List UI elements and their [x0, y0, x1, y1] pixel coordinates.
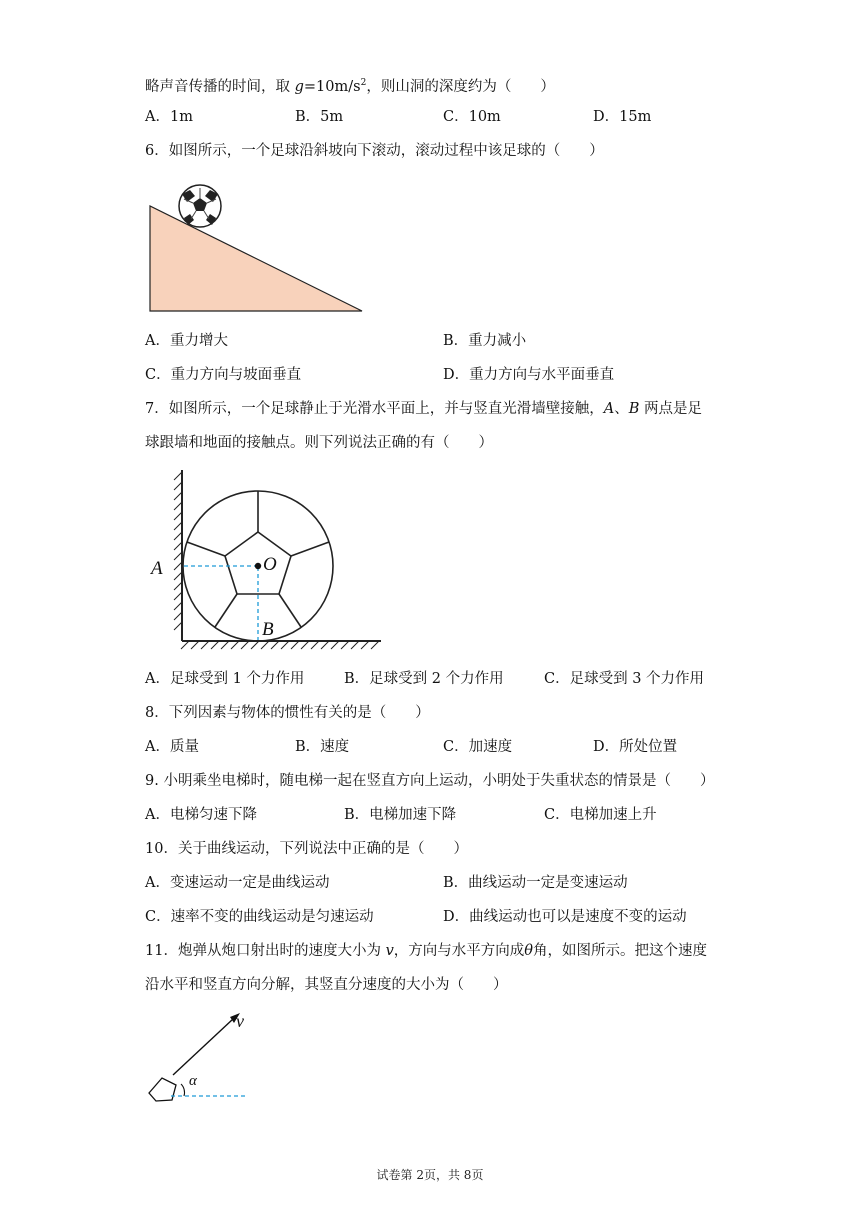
- q11-symbol-v: v: [385, 943, 394, 959]
- q9-option-a[interactable]: A．电梯匀速下降: [145, 807, 257, 823]
- soccer-ball-icon: [179, 185, 221, 227]
- q5-symbol-g: g: [294, 79, 304, 95]
- q10-option-d[interactable]: D．曲线运动也可以是速度不变的运动: [443, 909, 687, 925]
- q9-option-c[interactable]: C．电梯加速上升: [544, 807, 657, 823]
- q7-stem-text-end: 两点是足: [639, 401, 702, 417]
- q9-option-b[interactable]: B．电梯加速下降: [344, 807, 457, 823]
- cannon-muzzle-icon: [149, 1078, 176, 1101]
- q10-option-c[interactable]: C．速率不变的曲线运动是匀速运动: [145, 909, 374, 925]
- q8-option-a[interactable]: A．质量: [145, 739, 199, 755]
- q8-option-d[interactable]: D．所处位置: [593, 739, 678, 755]
- q9-stem: 9. 小明乘坐电梯时，随电梯一起在竖直方向上运动，小明处于失重状态的情景是（ ）: [145, 773, 715, 789]
- q5-stem-end: ，则山洞的深度约为（ ）: [366, 79, 555, 95]
- q6-option-d[interactable]: D．重力方向与水平面垂直: [443, 367, 615, 383]
- q10-stem: 10．关于曲线运动，下列说法中正确的是（ ）: [145, 841, 468, 857]
- q5-option-d[interactable]: D．15m: [593, 109, 652, 125]
- q7-option-b[interactable]: B．足球受到 2 个力作用: [344, 671, 504, 687]
- q8-option-c[interactable]: C．加速度: [443, 739, 513, 755]
- q5-stem-value: =10m/s: [303, 79, 361, 95]
- q7-stem-text: 7．如图所示，一个足球静止于光滑水平面上，并与竖直光滑墙壁接触，: [145, 401, 604, 417]
- q5-option-c[interactable]: C．10m: [443, 109, 501, 125]
- q6-option-b[interactable]: B．重力减小: [443, 333, 527, 349]
- q6-option-c[interactable]: C．重力方向与坡面垂直: [145, 367, 302, 383]
- q5-option-a[interactable]: A．1m: [145, 109, 193, 125]
- q7-ball-wall-figure: [145, 470, 390, 650]
- q5-stem-text: 略声音传播的时间，取: [145, 79, 295, 95]
- label-b: B: [262, 619, 274, 640]
- q5-exponent: 2: [360, 78, 367, 88]
- q7-point-b: B: [628, 401, 640, 417]
- q7-stem-line1: [145, 399, 702, 419]
- q10-option-a[interactable]: A．变速运动一定是曲线运动: [145, 875, 330, 891]
- q6-stem: 6．如图所示，一个足球沿斜坡向下滚动，滚动过程中该足球的（ ）: [145, 143, 604, 159]
- q8-stem: 8．下列因素与物体的惯性有关的是（ ）: [145, 705, 430, 721]
- label-o: O: [263, 554, 277, 575]
- ground-hatching: [181, 641, 379, 649]
- q7-option-c[interactable]: C．足球受到 3 个力作用: [544, 671, 705, 687]
- page-footer: 试卷第 2页，共 8页: [376, 1168, 484, 1182]
- wall-hatching: [174, 472, 182, 630]
- center-point: [255, 563, 261, 569]
- q7-point-a: A: [603, 401, 615, 417]
- q11-symbol-theta: θ: [524, 943, 533, 959]
- q6-option-a[interactable]: A．重力增大: [145, 333, 228, 349]
- label-alpha: α: [189, 1073, 197, 1089]
- q11-stem-line2: 沿水平和竖直方向分解，其竖直分速度的大小为（ ）: [145, 977, 508, 993]
- q7-separator: 、: [614, 401, 629, 417]
- q5-stem-tail: [145, 73, 555, 97]
- q8-option-b[interactable]: B．速度: [295, 739, 350, 755]
- q11-stem-mid: ，方向与水平方向成: [393, 943, 525, 959]
- velocity-arrow-line: [173, 1019, 233, 1075]
- label-a: A: [151, 558, 163, 579]
- angle-arc: [181, 1084, 185, 1096]
- q7-stem-line2: 球跟墙和地面的接触点。则下列说法正确的有（ ）: [145, 435, 493, 451]
- q11-stem-line1: [145, 941, 707, 961]
- q10-option-b[interactable]: B．曲线运动一定是变速运动: [443, 875, 628, 891]
- q6-slope-figure: [140, 180, 370, 315]
- slope-triangle: [150, 206, 362, 311]
- q11-stem-text: 11．炮弹从炮口射出时的速度大小为: [145, 943, 386, 959]
- q11-stem-end: 角，如图所示。把这个速度: [533, 943, 707, 959]
- label-v: v: [236, 1011, 244, 1031]
- q11-cannon-figure: [140, 1005, 270, 1110]
- q5-option-b[interactable]: B．5m: [295, 109, 344, 125]
- q7-option-a[interactable]: A．足球受到 1 个力作用: [145, 671, 305, 687]
